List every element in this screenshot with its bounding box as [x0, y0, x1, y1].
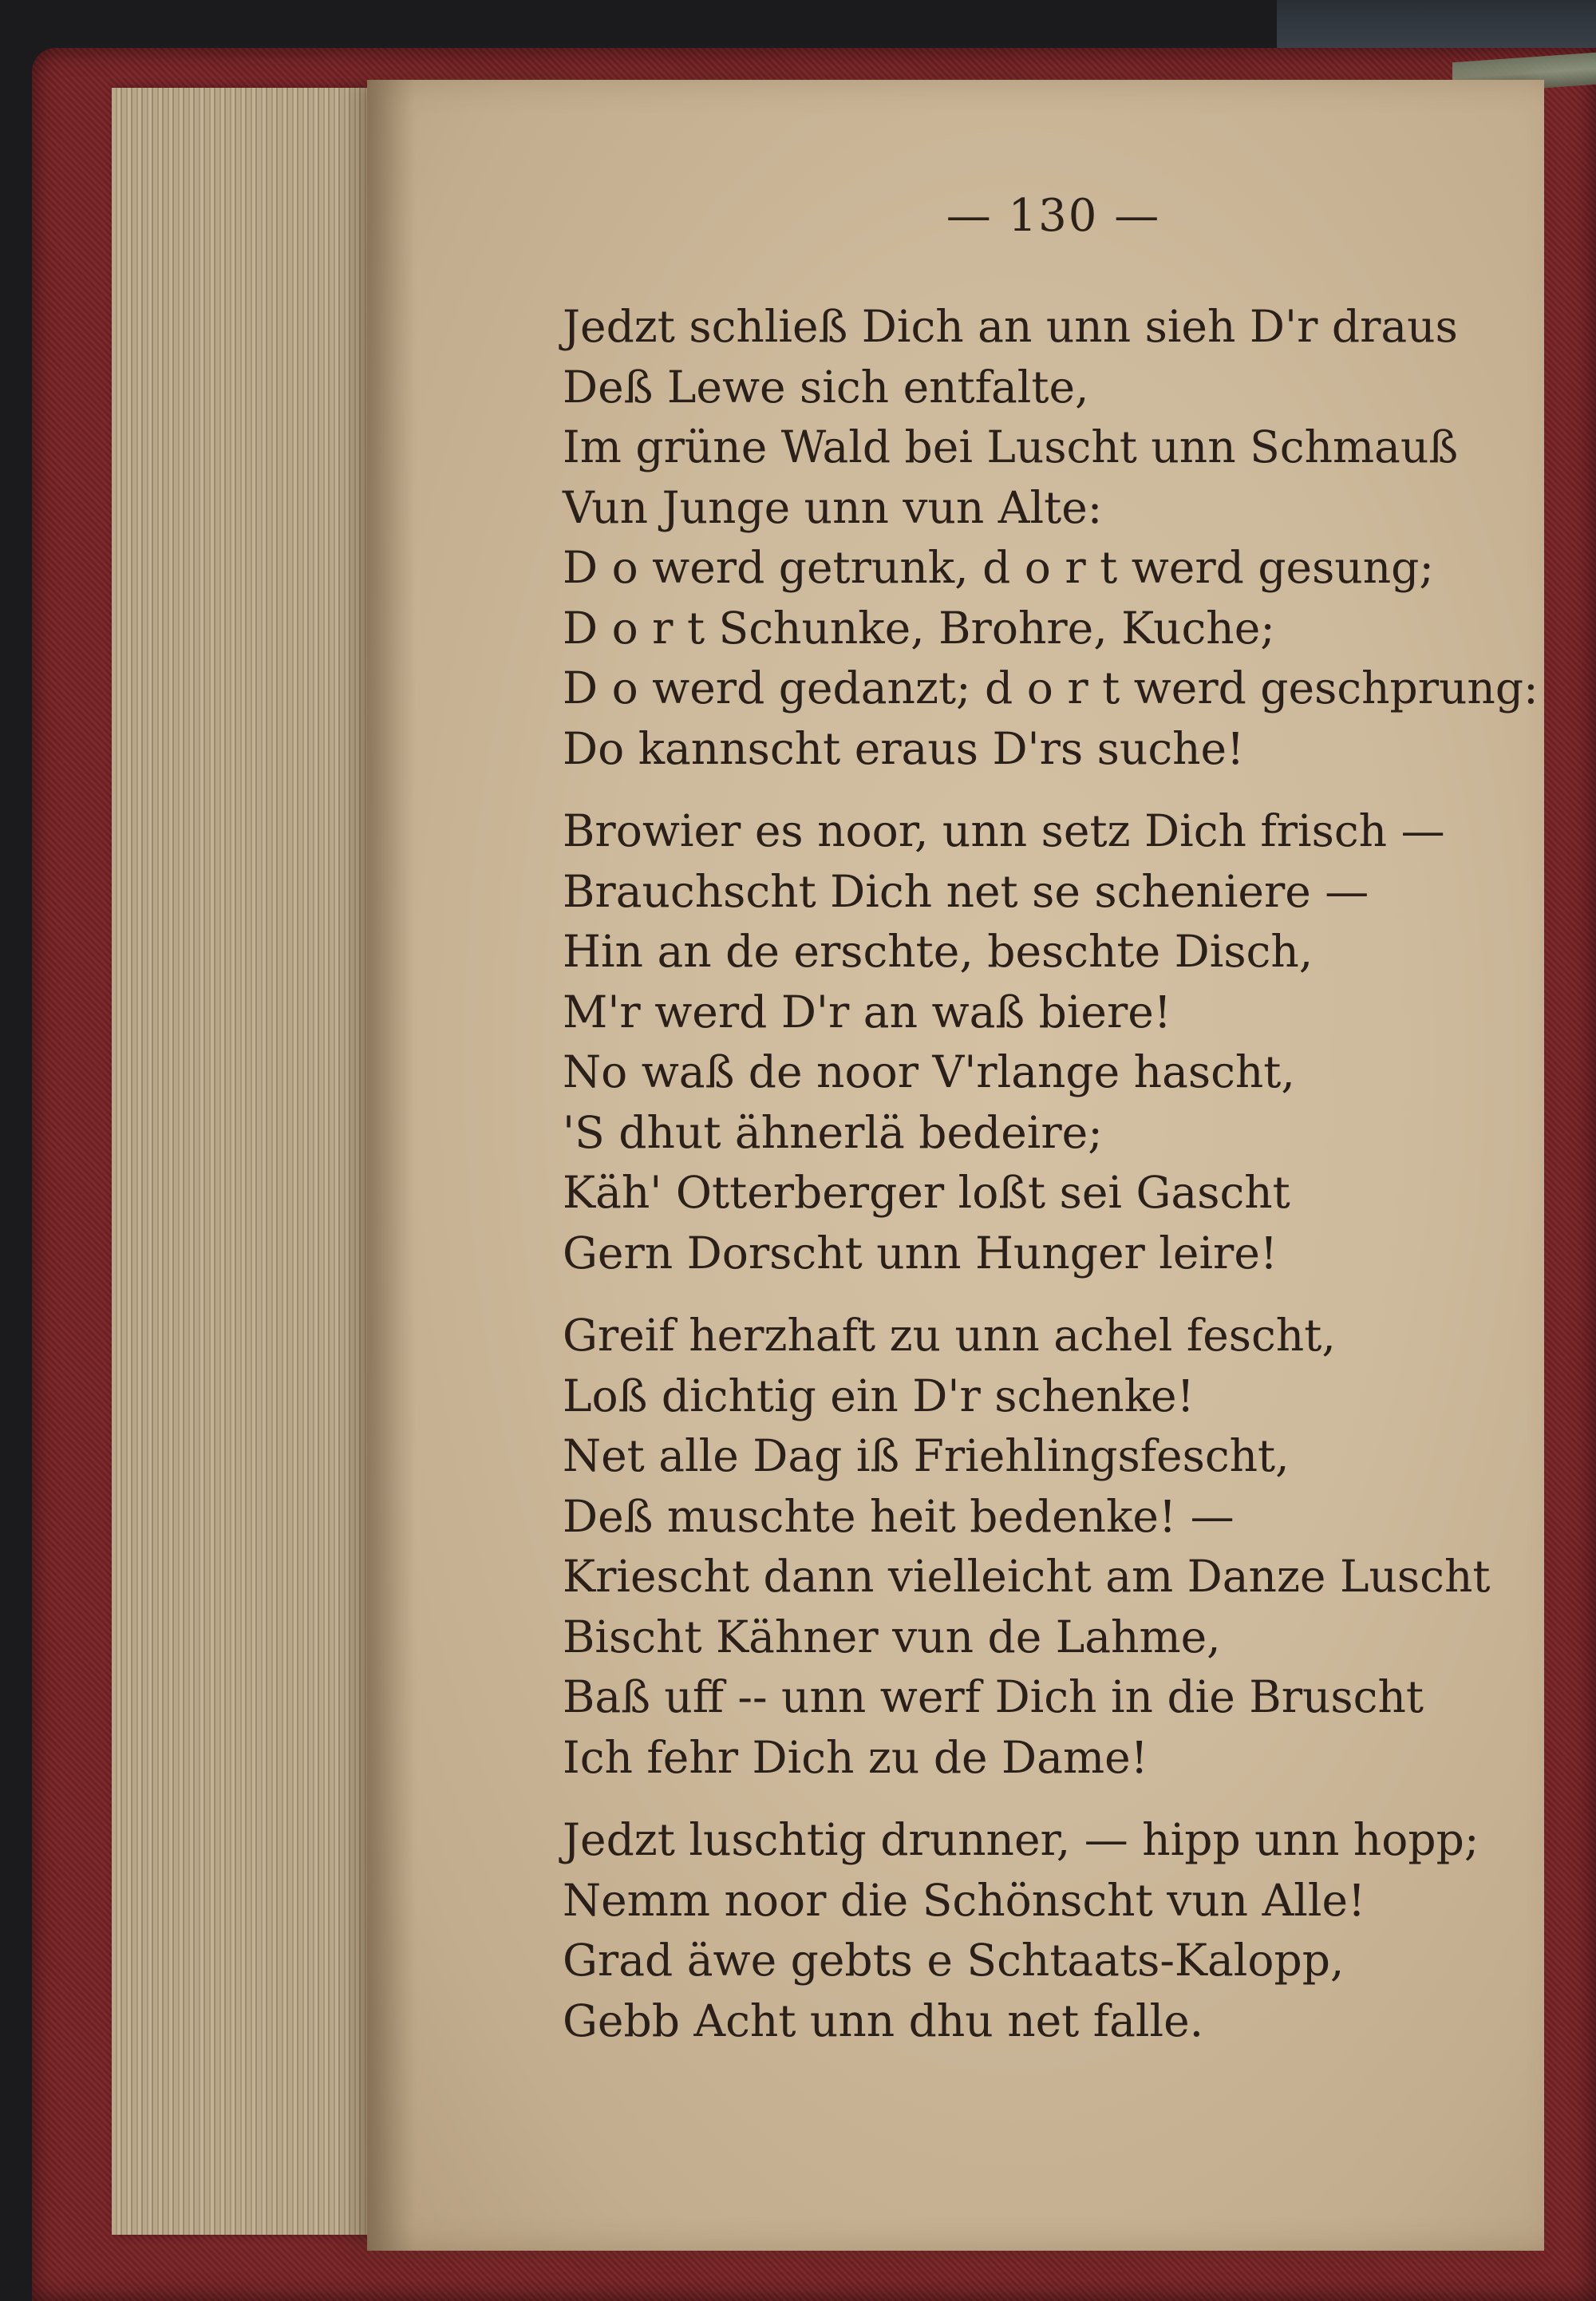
poem-line: Vun Junge unn vun Alte:	[563, 481, 1103, 533]
poem-line: Im grüne Wald bei Luscht unn Schmauß	[563, 421, 1459, 472]
poem-line: Jedzt luschtig drunner, — hipp unn hopp;	[563, 1814, 1479, 1865]
poem-line: Deß muschte heit bedenke! —	[563, 1490, 1235, 1542]
poem-line: D o r t Schunke, Brohre, Kuche;	[563, 602, 1275, 654]
poem-line: Baß uff -- unn werf Dich in die Bruscht	[563, 1671, 1424, 1722]
poem-line: Jedzt schließ Dich an unn sieh D'r draus	[563, 301, 1458, 352]
poem-line: Brauchscht Dich net se scheniere —	[563, 865, 1369, 917]
page-gutter-shadow	[367, 80, 415, 2251]
poem-line: D o werd gedanzt; d o r t werd geschprung:	[563, 662, 1539, 714]
poem-line: Gebb Acht unn dhu net falle.	[563, 1995, 1204, 2046]
poem-line: Net alle Dag iß Friehlingsfescht,	[563, 1430, 1290, 1481]
poem-line: Kriescht dann vielleicht am Danze Luscht	[563, 1551, 1491, 1602]
poem-line: Gern Dorscht unn Hunger leire!	[563, 1227, 1278, 1279]
poem-line: Ich fehr Dich zu de Dame!	[563, 1731, 1148, 1783]
page-number: — 130 —	[946, 190, 1161, 242]
poem-line: Hin an de erschte, beschte Disch,	[563, 926, 1314, 977]
stanza	[563, 1306, 1560, 1788]
poem-line: D o werd getrunk, d o r t werd gesung;	[563, 542, 1434, 593]
stanza	[563, 1810, 1560, 2051]
poem-line: Do kannscht eraus D'rs suche!	[563, 722, 1245, 774]
stanza	[563, 801, 1560, 1283]
poem-line: Grad äwe gebts e Schtaats-Kalopp,	[563, 1935, 1345, 1986]
poem-line: M'r werd D'r an waß biere!	[563, 986, 1171, 1038]
poem-line: 'S dhut ähnerlä bedeire;	[563, 1106, 1103, 1158]
poem-body	[563, 297, 1560, 2074]
poem-line: Loß dichtig ein D'r schenke!	[563, 1370, 1195, 1421]
poem-line: Deß Lewe sich entfalte,	[563, 361, 1089, 413]
poem-line: Käh' Otterberger loßt sei Gascht	[563, 1167, 1290, 1218]
poem-line: Bischt Kähner vun de Lahme,	[563, 1611, 1221, 1662]
page-edges	[112, 88, 383, 2235]
stanza	[563, 297, 1560, 779]
poem-line: Greif herzhaft zu unn achel fescht,	[563, 1310, 1336, 1361]
poem-line: Nemm noor die Schönscht vun Alle!	[563, 1874, 1366, 1926]
poem-line: Browier es noor, unn setz Dich frisch —	[563, 805, 1445, 856]
poem-line: No waß de noor V'rlange hascht,	[563, 1046, 1295, 1097]
